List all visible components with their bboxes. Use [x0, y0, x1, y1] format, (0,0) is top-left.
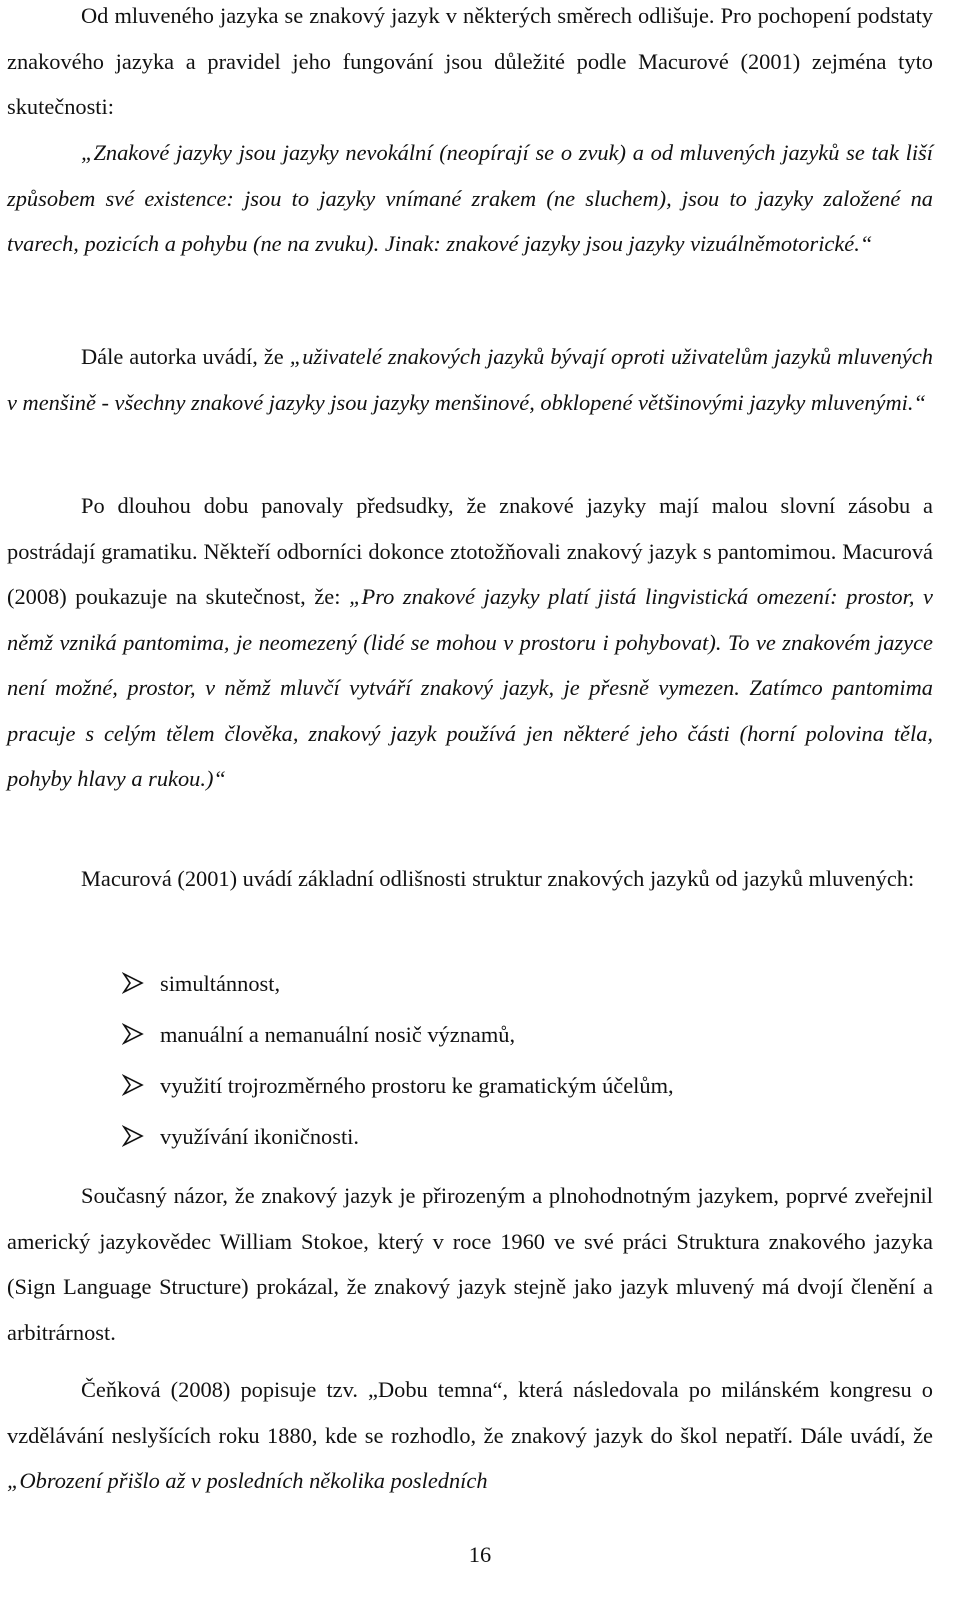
list-item-label: využívání ikoničnosti. [160, 1124, 360, 1149]
arrowhead-bullet-icon [122, 1074, 144, 1096]
paragraph-prejudices [7, 483, 933, 802]
differences-list [0, 958, 960, 1162]
arrowhead-bullet-icon [122, 1023, 144, 1045]
quote-pantomime: „Pro znakové jazyky platí jistá lingvistická omezení: prostor, v němž vzniká pantomima, je neomezený (lidé se mohou v prostoru i pohybovat). To ve znakovém jazyce není možné, prostor, v němž mluvčí vytváří znakový jazyk, je přesně vymezen. Zatímco pantomima pracuje s celým tělem člověka, znakový jazyk používá jen některé jeho části (horní polovina těla, pohyby hlavy a rukou.)“ [7, 584, 933, 791]
list-item-label: simultánnost, [160, 971, 281, 996]
paragraph-prejudices-text: Po dlouhou dobu panovaly předsudky, že znakové jazyky mají malou slovní zásobu a postrádají gramatiku. Někteří odborníci dokonce ztotožňovali znakový jazyk s pantomimou. Macurová (2008) poukazuje na skutečnost, že: [7, 493, 933, 609]
arrowhead-bullet-icon [122, 1125, 144, 1147]
paragraph-stokoe: Současný názor, že znakový jazyk je přirozeným a plnohodnotným jazykem, poprvé zveřejnil americký jazykovědec William Stokoe, který v roce 1960 ve své práci Struktura znakového jazyka (Sign Language Structure) prokázal, že znakový jazyk stejně jako jazyk mluvený má dvojí členění a arbitrárnost. [7, 1183, 933, 1345]
paragraph-minority [7, 334, 933, 425]
list-item [0, 1009, 960, 1060]
list-item [0, 1111, 960, 1162]
page-number: 16 [468, 1542, 492, 1567]
paragraph-dark-ages [7, 1367, 933, 1504]
arrowhead-bullet-icon [122, 972, 144, 994]
paragraph-differences: Macurová (2001) uvádí základní odlišnosti struktur znakových jazyků od jazyků mluvených: [81, 866, 915, 891]
list-item [0, 1060, 960, 1111]
paragraph-minority-intro: Dále autorka uvádí, že [81, 344, 290, 369]
quote-macurova-2001: „Znakové jazyky jsou jazyky nevokální (neopírají se o zvuk) a od mluvených jazyků se tak liší způsobem své existence: jsou to jazyky vnímané zrakem (ne sluchem), jsou to jazyky založené na tvarech, pozicích a pohybu (ne na zvuku). Jinak: znakové jazyky jsou jazyky vizuálněmotorické.“ [7, 140, 933, 256]
list-item [0, 958, 960, 1009]
list-item-label: využití trojrozměrného prostoru ke gramatickým účelům, [160, 1073, 674, 1098]
list-item-label: manuální a nemanuální nosič významů, [160, 1022, 516, 1047]
paragraph-dark-ages-text: Čeňková (2008) popisuje tzv. „Dobu temna“, která následovala po milánském kongresu o vzdělávání neslyšících roku 1880, kde se rozhodlo, že znakový jazyk do škol nepatří. Dále uvádí, že [7, 1377, 933, 1448]
paragraph-intro: Od mluveného jazyka se znakový jazyk v některých směrech odlišuje. Pro pochopení podstaty znakového jazyka a pravidel jeho fungování jsou důležité podle Macurové (2001) zejména tyto skutečnosti: [7, 3, 933, 119]
quote-revival: „Obrození přišlo až v posledních několika posledních [7, 1468, 488, 1493]
quote-minority: „uživatelé znakových jazyků bývají oproti uživatelům jazyků mluvených v menšině - všechny znakové jazyky jsou jazyky menšinové, obklopené většinovými jazyky mluvenými.“ [7, 344, 933, 415]
